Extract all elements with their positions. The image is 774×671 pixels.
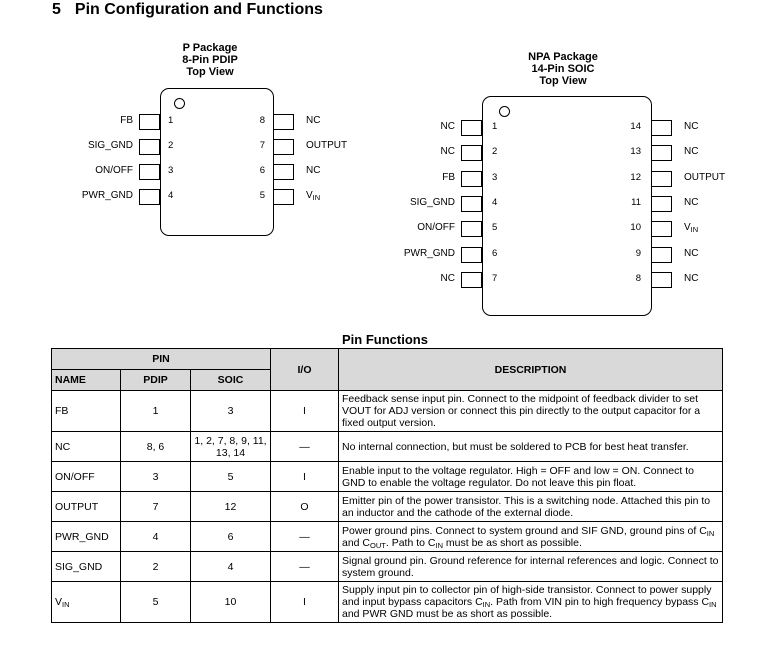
pin-pad (651, 272, 672, 288)
soic-pin-cell: 1, 2, 7, 8, 9, 11, 13, 14 (191, 432, 271, 462)
pin-pad (651, 196, 672, 212)
pin-name-cell: PWR_GND (52, 522, 121, 552)
description-cell: Emitter pin of the power transistor. This is a switching node. Attached this pin to an inductor and the cathode of the external diode. (339, 492, 723, 522)
pdip-package-title (160, 42, 260, 78)
io-cell: I (271, 582, 339, 623)
soic-pin-cell: 4 (191, 552, 271, 582)
description-cell: Feedback sense input pin. Connect to the midpoint of feedback divider to set VOUT for ADJ version or connect this pin directly to the output capacitor for a fixed output version. (339, 391, 723, 432)
pin-label: NC (684, 247, 699, 259)
pin-name-cell: SIG_GND (52, 552, 121, 582)
pin-functions-body (52, 391, 723, 623)
pin-functions-table (51, 348, 723, 623)
pin-number: 4 (168, 190, 174, 201)
pin-name-cell: $V_{IN}$ (52, 582, 121, 623)
pdip-pin-cell: 7 (121, 492, 191, 522)
description-cell: Signal ground pin. Ground reference for internal references and logic. Connect to system ground. (339, 552, 723, 582)
description-cell: Enable input to the voltage regulator. High = OFF and low = ON. Connect to GND to enable the voltage regulator. Do not leave this pin float. (339, 462, 723, 492)
pin-label: SIG_GND (87, 140, 133, 151)
pin-label: ON/OFF (95, 165, 133, 176)
pin-label: PWR_GND (81, 190, 133, 201)
io-cell: I (271, 391, 339, 432)
pin-name-cell: FB (52, 391, 121, 432)
pin-number: 12 (630, 171, 641, 183)
pin-label: $V_{IN}$ (306, 190, 321, 202)
pin-pad (651, 171, 672, 187)
pin-label: NC (440, 272, 455, 284)
pin-number: 14 (630, 121, 641, 132)
io-cell: — (271, 552, 339, 582)
pin-name-cell: NC (52, 432, 121, 462)
pin-pad (461, 272, 482, 288)
pin-label: FB (442, 171, 455, 183)
pin-number: 2 (492, 146, 498, 158)
pin-number: 13 (630, 146, 641, 158)
description-cell: Supply input pin to collector pin of high-side transistor. Connect to power supply and input bypass capacitors $C_{IN}$. Path from VIN pin to high frequency bypass $C_{IN}$ and PWR GND must be as short as possible. (339, 582, 723, 623)
pdip-pin-cell: 4 (121, 522, 191, 552)
pin-label: SIG_GND (409, 196, 455, 208)
pin-label: $V_{IN}$ (684, 222, 699, 235)
pdip-pin-cell: 8, 6 (121, 432, 191, 462)
table-row (52, 391, 723, 432)
pin-pad (461, 221, 482, 237)
io-header: I/O (271, 349, 339, 391)
pin-label: OUTPUT (306, 140, 348, 151)
pin-number: 8 (259, 115, 265, 126)
table-row (52, 462, 723, 492)
io-cell: I (271, 462, 339, 492)
pin-pad (139, 189, 160, 205)
soic-pin-cell: 3 (191, 391, 271, 432)
soic-pin-cell: 5 (191, 462, 271, 492)
pin-number: 1 (168, 115, 174, 126)
pin-label: FB (120, 115, 133, 126)
pin-number: 7 (259, 140, 265, 151)
pdip-pin-cell: 2 (121, 552, 191, 582)
pin-number: 1 (492, 121, 498, 132)
pin-pad (461, 196, 482, 212)
pin-label: OUTPUT (684, 171, 726, 183)
soic-package-body (482, 96, 652, 316)
pin-pad (139, 114, 160, 130)
name-header: NAME (52, 370, 121, 391)
pin-number: 4 (492, 196, 498, 208)
pin-number: 2 (168, 140, 174, 151)
io-cell: — (271, 432, 339, 462)
table-row (52, 522, 723, 552)
soic-pin-cell: 12 (191, 492, 271, 522)
pin-label: NC (306, 115, 321, 126)
pin-pad (651, 145, 672, 161)
pdip-pin-cell: 5 (121, 582, 191, 623)
pin-number: 11 (631, 196, 641, 208)
pin-pad (461, 171, 482, 187)
pin-pad (273, 189, 294, 205)
pin-number: 5 (492, 222, 498, 234)
description-header: DESCRIPTION (339, 349, 723, 391)
table-row (52, 552, 723, 582)
soic-title-line: Top View (539, 75, 587, 87)
pdip-title-line: P Package (182, 42, 238, 54)
pdip-header: PDIP (121, 370, 191, 391)
pin-label: ON/OFF (417, 222, 455, 234)
soic-pin-cell: 6 (191, 522, 271, 552)
soic-title-line: NPA Package (528, 51, 598, 63)
pin-label: NC (440, 121, 455, 132)
description-cell: No internal connection, but must be soldered to PCB for best heat transfer. (339, 432, 723, 462)
pin-name-cell: OUTPUT (52, 492, 121, 522)
pin-pad (461, 120, 482, 136)
section-title: Pin Configuration and Functions (74, 1, 323, 18)
io-cell: — (271, 522, 339, 552)
pin-number: 7 (492, 272, 498, 284)
pdip-pin-cell: 1 (121, 391, 191, 432)
io-cell: O (271, 492, 339, 522)
pdip-title-line: 8-Pin PDIP (182, 54, 238, 66)
pin-pad (273, 139, 294, 155)
pin-label: NC (684, 121, 699, 132)
soic-title-line: 14-Pin SOIC (531, 63, 595, 75)
pdip-package-body (160, 88, 274, 236)
table-header-row (52, 349, 723, 370)
table-row (52, 492, 723, 522)
pin-pad (273, 114, 294, 130)
pin-pad (273, 164, 294, 180)
section-number: 5 (52, 1, 61, 18)
pin-number: 6 (492, 247, 498, 259)
pin-number: 6 (259, 165, 265, 176)
pin-label: PWR_GND (403, 247, 455, 259)
soic-package-title (515, 51, 611, 87)
pin-pad (139, 139, 160, 155)
description-cell: Power ground pins. Connect to system ground and SIF GND, ground pins of $C_{IN}$ and $C_{OUT}$. Path to $C_{IN}$ must be as short as possible. (339, 522, 723, 552)
pin-label: NC (684, 196, 699, 208)
soic-pin-cell: 10 (191, 582, 271, 623)
pin-number: 5 (259, 190, 265, 201)
pin-number: 9 (635, 247, 641, 259)
pin-functions-title: Pin Functions (342, 332, 428, 347)
pin-label: NC (306, 165, 321, 176)
pin-label: NC (684, 146, 699, 158)
pin-pad (461, 247, 482, 263)
table-row (52, 432, 723, 462)
pin-label: NC (440, 146, 455, 158)
pin-pad (651, 120, 672, 136)
pin-number: 8 (635, 272, 641, 284)
pin-pad (461, 145, 482, 161)
pin-group-header: PIN (52, 349, 271, 370)
table-row (52, 582, 723, 623)
pin-number: 3 (168, 165, 174, 176)
pin-name-cell: ON/OFF (52, 462, 121, 492)
pdip-title-line: Top View (186, 66, 234, 78)
section-heading (52, 1, 323, 19)
pin-number: 10 (630, 222, 641, 234)
pin1-marker-icon (499, 106, 510, 117)
pin-number: 3 (492, 171, 498, 183)
pin-pad (651, 247, 672, 263)
pin-pad (139, 164, 160, 180)
pin-label: NC (684, 272, 699, 284)
pdip-pin-cell: 3 (121, 462, 191, 492)
pin1-marker-icon (174, 98, 185, 109)
pin-pad (651, 221, 672, 237)
soic-header: SOIC (191, 370, 271, 391)
